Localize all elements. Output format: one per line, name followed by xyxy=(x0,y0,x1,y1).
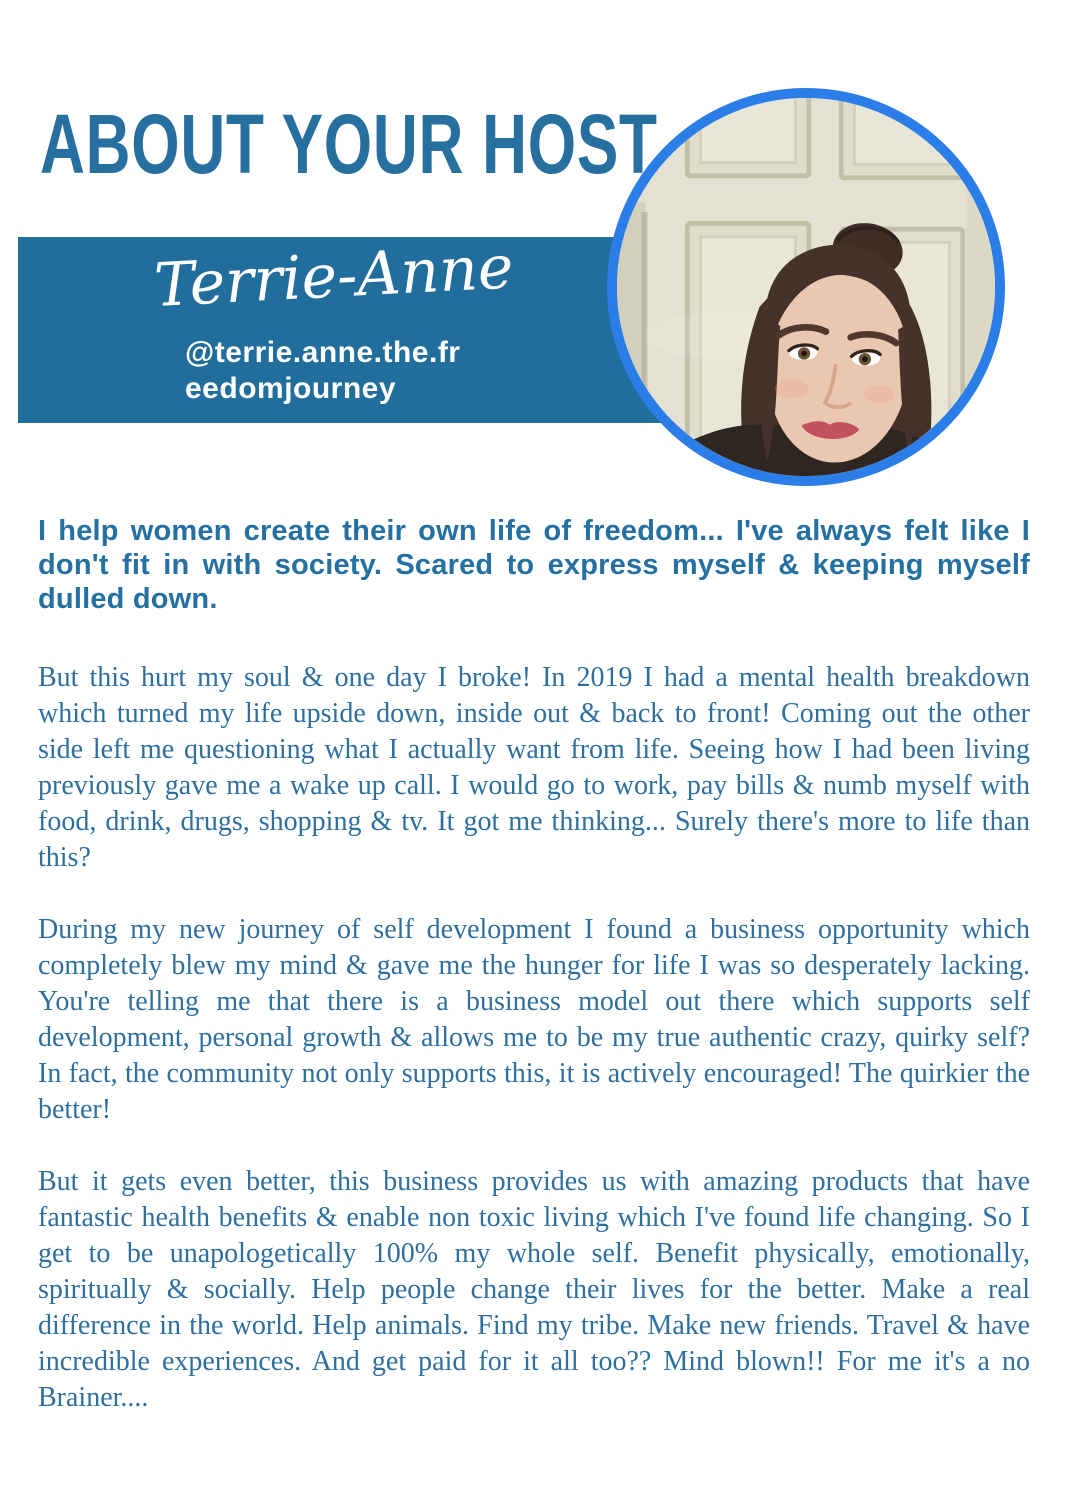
page-title: ABOUT YOUR HOST xyxy=(40,97,658,191)
host-name-banner xyxy=(18,232,662,423)
social-handle-line1: @terrie.anne.the.fr xyxy=(185,336,461,369)
social-handle xyxy=(185,335,461,407)
body-paragraph-2: During my new journey of self development I found a business opportunity which completely blew my mind & gave me the hunger for life I was so desperately lacking. You're telling me that there is a business model out there which supports self development, personal growth & allows me to be my true authentic crazy, quirky self? In fact, the community not only supports this, it is actively encouraged! The quirkier the better! xyxy=(38,914,1030,1125)
body-paragraph-3: But it gets even better, this business provides us with amazing products that have fantastic health benefits & enable non toxic living which I've found life changing. So I get to be unapologetically 100% my whole self. Benefit physically, emotionally, spiritually & socially. Help people change their lives for the better. Make a real difference in the world. Help animals. Find my tribe. Make new friends. Travel & have incredible experiences. And get paid for it all too?? Mind blown!! For me it's a no Brainer.... xyxy=(38,1166,1030,1413)
host-name-script: Terrie-Anne xyxy=(152,232,515,321)
social-handle-line2: eedomjourney xyxy=(185,372,397,405)
about-text-section xyxy=(38,514,1030,1452)
body-paragraph-1: But this hurt my soul & one day I broke! In 2019 I had a mental health breakdown which turned my life upside down, inside out & back to front! Coming out the other side left me questioning what I actually want from life. Seeing how I had been living previously gave me a wake up call. I would go to work, pay bills & numb myself with food, drink, drugs, shopping & tv. It got me thinking... Surely there's more to life than this? xyxy=(38,662,1030,873)
host-portrait-illustration xyxy=(617,98,995,476)
host-photo xyxy=(607,88,1005,486)
intro-paragraph: I help women create their own life of freedom... I've always felt like I don't fit in with society. Scared to express myself & keeping myself dulled down. xyxy=(38,515,1030,615)
